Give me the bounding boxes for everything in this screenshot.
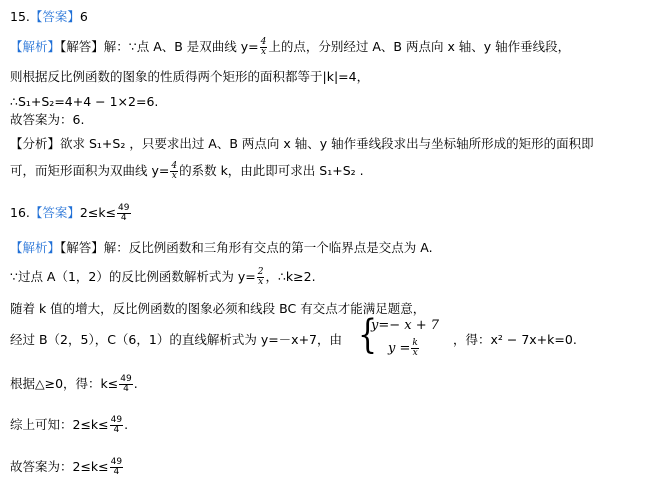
q16-line3-a: ∵过点 A（1，2）的反比例函数解析式为 y= [10, 269, 256, 284]
q16-answer-pre: 2≤k≤ [79, 205, 117, 220]
q16-number: 16. [10, 205, 30, 220]
q15-summary-tag: 【分析】 [10, 136, 61, 151]
q16-line6-a: 根据△≥0，得：k≤ [10, 376, 119, 391]
q16-line7 [10, 416, 128, 435]
q16-answer-tag: 【答案】 [29, 205, 80, 220]
q16-line7-a: 综上可知：2≤k≤ [10, 417, 109, 432]
q15-analysis-tag: 【解析】 [10, 39, 61, 54]
q16-line3 [10, 268, 316, 287]
q16-line7-b: . [124, 417, 129, 432]
q16-analysis-tag: 【解析】 [10, 240, 61, 255]
q16-analysis-line [10, 240, 433, 256]
q15-line2-a: 解：∵点 A、B 是双曲线 y= [103, 39, 259, 54]
q15-line3: 则根据反比例函数的图象的性质得两个矩形的面积都等于|k|=4， [10, 69, 370, 84]
q16-line2: 解：反比例函数和三角形有交点的第一个临界点是交点为 A. [103, 240, 433, 255]
q16-line6-b: . [133, 376, 138, 391]
q15-analysis-line [10, 38, 570, 57]
q16-fraction-d: $\frac{49}{4}$ [110, 457, 123, 477]
q16-line5-b: ，得：x² − 7x+k=0. [453, 332, 577, 347]
q15-number: 15. [10, 9, 30, 24]
q15-answer-value: 6 [79, 9, 88, 24]
q16-answer-fraction: $\frac{49}{4}$ [118, 203, 130, 223]
q15-summary-text: 欲求 S₁+S₂ ，只要求出过 A、B 两点向 x 轴、y 轴作垂线段求出与坐标轴所形成的矩形的面积即 [60, 136, 594, 151]
q15-solve-tag: 【解答】 [60, 39, 104, 54]
q15-line2-b: 上的点，分别经过 A、B 两点向 x 轴、y 轴作垂线段， [268, 39, 571, 54]
q16-line5-a: 经过 B（2，5），C（6，1）的直线解析式为 y=－x+7，由 [10, 332, 343, 347]
q15-fraction-2: $\frac{4}{x}$ [171, 161, 178, 181]
q16-answer-line [10, 204, 132, 223]
q15-line4: ∴S₁+S₂=4+4 − 1×2=6. [10, 94, 159, 109]
equation-system-fraction: $\frac{k}{x}$ [412, 338, 418, 358]
q16-solve-tag: 【解答】 [60, 240, 104, 255]
q15-summary-line [10, 136, 594, 152]
q16-line8 [10, 458, 124, 477]
q16-line6 [10, 375, 138, 394]
q16-line3-b: ，∴k≥2. [265, 269, 316, 284]
q15-line7-b: 的系数 k，由此即可求出 S₁+S₂ . [179, 163, 364, 178]
equation-system-line2: y = $\frac{k}{x}$ [388, 338, 418, 358]
q16-fraction-c: $\frac{49}{4}$ [110, 415, 123, 435]
q15-summary-line2 [10, 162, 364, 181]
equation-system-brace: { [358, 312, 378, 359]
q15-answer-tag: 【答案】 [29, 9, 80, 24]
equation-system-line1: y=− x + 7 [371, 318, 440, 333]
q15-answer-line [10, 9, 88, 25]
q16-line8-a: 故答案为：2≤k≤ [10, 459, 109, 474]
q16-line4: 随着 k 值的增大，反比例函数的图象必须和线段 BC 有交点才能满足题意， [10, 301, 426, 316]
q15-line7-a: 可，而矩形面积为双曲线 y= [10, 163, 170, 178]
q16-fraction-a: $\frac{2}{x}$ [257, 267, 264, 287]
q15-fraction: $\frac{4}{x}$ [260, 37, 267, 57]
q16-fraction-b: $\frac{49}{4}$ [120, 374, 132, 394]
q15-line5: 故答案为：6. [10, 112, 85, 127]
